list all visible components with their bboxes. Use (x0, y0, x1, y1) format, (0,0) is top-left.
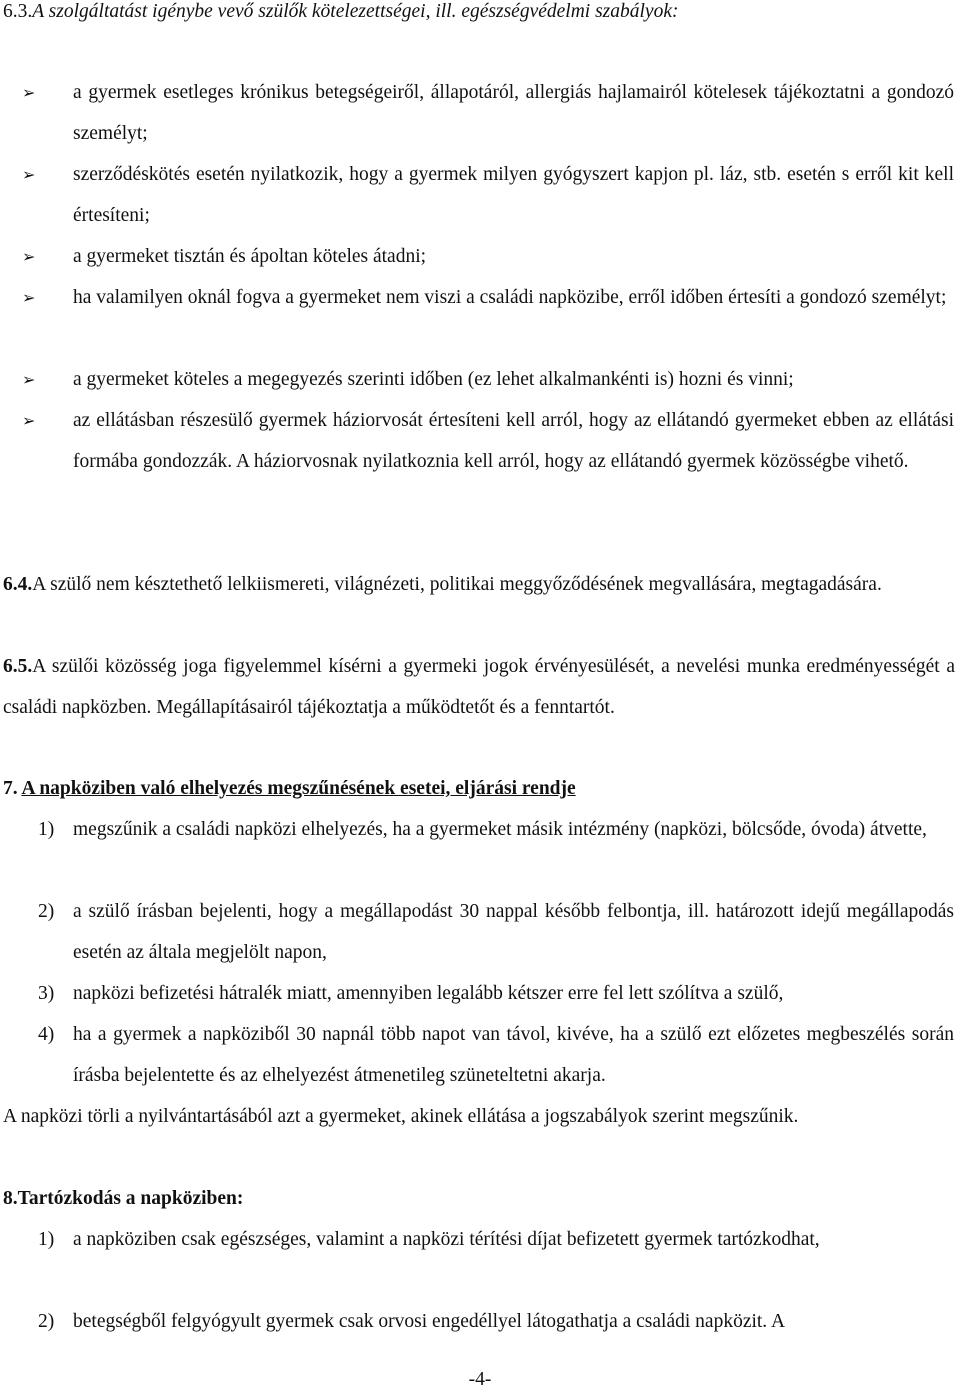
section-6-4-paragraph (3, 564, 955, 605)
arrow-bullet-icon: ➢ (22, 247, 36, 266)
list-item (0, 400, 960, 523)
section-8-heading (3, 1178, 243, 1219)
list-item (0, 236, 960, 277)
list-item-number: 1) (38, 819, 55, 840)
list-item (0, 277, 960, 359)
list-item (0, 1219, 960, 1301)
section-title: A napköziben való elhelyezés megszűnésének esetei, eljárási rendje (21, 778, 576, 799)
list-item-text: megszűnik a családi napközi elhelyezés, ha a gyermeket másik intézmény (napközi, bölcsőde, óvoda) átvette, (73, 819, 927, 840)
list-item (0, 1301, 960, 1342)
paragraph-text: A szülő nem késztethető lelkiismereti, világnézeti, politikai meggyőződésének megvallására, megtagadására. (32, 574, 882, 595)
section-number: 8. (3, 1188, 18, 1209)
list-item (0, 359, 960, 400)
list-item (0, 72, 960, 154)
paragraph-text: A napközi törli a nyilvántartásából azt a gyermeket, akinek ellátása a jogszabályok szerint megszűnik. (3, 1106, 799, 1127)
list-item-number: 2) (38, 1311, 55, 1332)
list-item-text: a napköziben csak egészséges, valamint a napközi térítési díjat befizetett gyermek tartózkodhat, (73, 1229, 820, 1250)
section-8-numbered-list (0, 1219, 960, 1342)
section-number: 6.4. (3, 574, 33, 595)
obligations-bullet-list (0, 72, 960, 523)
list-item (0, 1014, 960, 1096)
list-item-number: 2) (38, 901, 55, 922)
list-item (0, 891, 960, 973)
section-number: 7. (3, 778, 18, 799)
list-item-text: a gyermek esetleges krónikus betegségeiről, állapotáról, allergiás hajlamairól kötelesek tájékoztatni a gondozó személyt; (73, 82, 954, 144)
list-item-text: ha valamilyen oknál fogva a gyermeket nem viszi a családi napközibe, erről időben értesíti a gondozó személyt; (73, 287, 947, 308)
list-item-text: a gyermeket tisztán és ápoltan köteles átadni; (73, 246, 427, 267)
section-7-closing-paragraph (3, 1096, 955, 1137)
section-number: 6.5. (3, 656, 33, 677)
section-title: Tartózkodás a napköziben: (17, 1188, 244, 1209)
list-item-text: a szülő írásban bejelenti, hogy a megállapodást 30 nappal később felbontja, ill. határozott idejű megállapodás esetén az általa megjelölt napon, (73, 901, 954, 963)
list-item-text: ha a gyermek a napköziből 30 napnál több napot van távol, kivéve, ha a szülő ezt előzetes megbeszélés során írásba bejelentette és az elhelyezést átmenetileg szüneteltetni akarja. (73, 1024, 954, 1086)
list-item (0, 154, 960, 236)
list-item-number: 3) (38, 983, 55, 1004)
arrow-bullet-icon: ➢ (22, 288, 36, 307)
list-item (0, 809, 960, 891)
arrow-bullet-icon: ➢ (22, 370, 36, 389)
list-item (0, 973, 960, 1014)
section-7-numbered-list (0, 809, 960, 1096)
section-6-3-heading (3, 0, 953, 24)
paragraph-text: A szülői közösség joga figyelemmel kísérni a gyermeki jogok érvényesülését, a nevelési munka eredményességét a családi napközben. Megállapításairól tájékoztatja a működtetőt és a fenntartót. (3, 656, 955, 718)
list-item-text: az ellátásban részesülő gyermek háziorvosát értesíteni kell arról, hogy az ellátandó gyermeket ebben az ellátási formába gondozzák. A háziorvosnak nyilatkoznia kell arról, hogy az ellátandó gyermek közösségbe vihető. (73, 410, 954, 472)
section-7-heading (3, 768, 576, 809)
list-item-number: 1) (38, 1229, 55, 1250)
section-title: A szolgáltatást igénybe vevő szülők kötelezettségei, ill. egészségvédelmi szabályok: (32, 1, 679, 22)
list-item-text: a gyermeket köteles a megegyezés szerinti időben (ez lehet alkalmankénti is) hozni és vinni; (73, 369, 794, 390)
list-item-text: szerződéskötés esetén nyilatkozik, hogy a gyermek milyen gyógyszert kapjon pl. láz, stb. esetén s erről kit kell értesíteni; (73, 164, 954, 226)
arrow-bullet-icon: ➢ (22, 165, 36, 184)
list-item-number: 4) (38, 1024, 55, 1045)
list-item-text: napközi befizetési hátralék miatt, amennyiben legalább kétszer erre fel lett szólítva a szülő, (73, 983, 784, 1004)
page-number: -4- (468, 1369, 492, 1390)
arrow-bullet-icon: ➢ (22, 411, 36, 430)
section-number: 6.3. (3, 1, 33, 22)
arrow-bullet-icon: ➢ (22, 83, 36, 102)
section-6-5-paragraph (3, 646, 955, 728)
list-item-text: betegségből felgyógyult gyermek csak orvosi engedéllyel látogathatja a családi napközit. A (73, 1311, 786, 1332)
